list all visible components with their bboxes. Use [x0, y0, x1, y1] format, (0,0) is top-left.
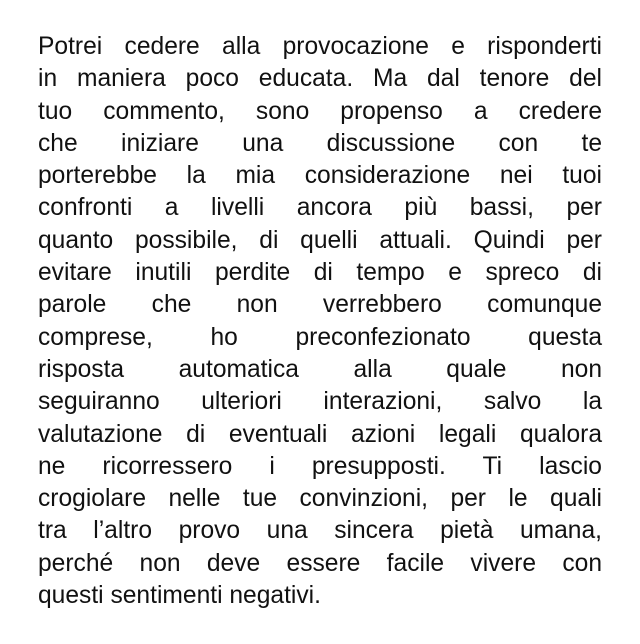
- text-line: valutazione di eventuali azioni legali qualora: [38, 420, 602, 448]
- text-line: risposta automatica alla quale non: [38, 355, 602, 383]
- text-line: tuo commento, sono propenso a credere: [38, 97, 602, 125]
- text-line: tra l’altro provo una sincera pietà umana,: [38, 517, 602, 545]
- text-line: in maniera poco educata. Ma dal tenore del: [38, 65, 602, 93]
- message-paragraph: [38, 31, 602, 612]
- text-line: questi sentimenti negativi.: [38, 582, 321, 610]
- text-line: Potrei cedere alla provocazione e risponderti: [38, 33, 602, 60]
- text-line: confronti a livelli ancora più bassi, per: [38, 194, 602, 222]
- text-line: crogiolare nelle tue convinzioni, per le quali: [38, 485, 602, 513]
- text-line: comprese, ho preconfezionato questa: [38, 323, 602, 351]
- text-line: perché non deve essere facile vivere con: [38, 549, 602, 577]
- text-line: seguiranno ulteriori interazioni, salvo la: [38, 388, 602, 416]
- text-line: ne ricorressero i presupposti. Ti lascio: [38, 452, 602, 480]
- text-line: evitare inutili perdite di tempo e spreco di: [38, 259, 602, 287]
- text-line: che iniziare una discussione con te: [38, 129, 602, 157]
- text-line: parole che non verrebbero comunque: [38, 291, 602, 319]
- text-line: porterebbe la mia considerazione nei tuoi: [38, 162, 602, 190]
- text-line: quanto possibile, di quelli attuali. Quindi per: [38, 226, 602, 254]
